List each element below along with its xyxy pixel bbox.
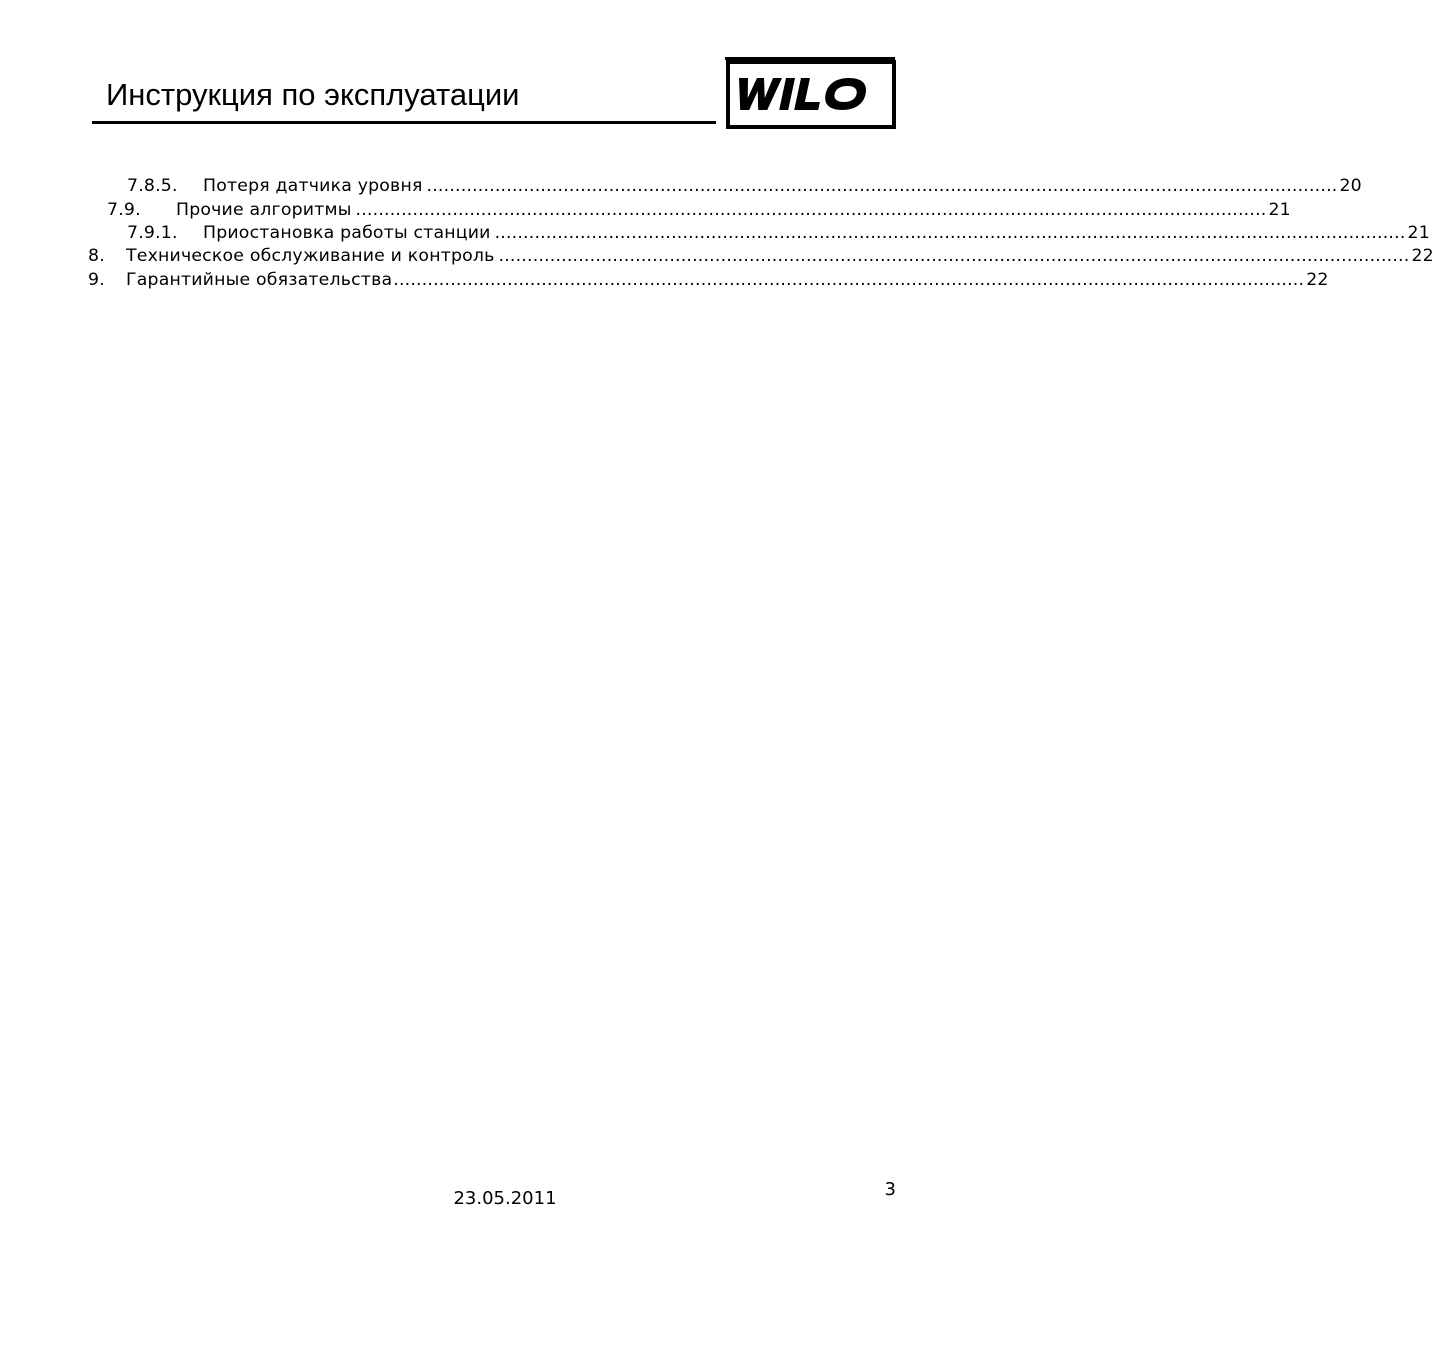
header-divider: [92, 121, 716, 124]
toc-entry-title: Прочие алгоритмы: [176, 200, 352, 220]
wilo-logo: [725, 57, 895, 129]
toc-entry-number: 9.: [88, 270, 105, 290]
toc-leader-dots: ................................................................................................................................................................: [355, 200, 1267, 220]
toc-entry-title: Гарантийные обязательства: [126, 270, 393, 290]
page-number: 3: [884, 1179, 896, 1200]
document-title: Инструкция по эксплуатации: [106, 77, 520, 112]
toc-entry[interactable]: [107, 198, 1291, 222]
toc-entry[interactable]: [88, 268, 1329, 292]
toc-entry-page: 21: [1407, 223, 1430, 243]
toc-entry[interactable]: [127, 174, 1362, 198]
toc-entry-title: Техническое обслуживание и контроль: [126, 246, 495, 266]
toc-entry-number: 8.: [88, 246, 105, 266]
toc-entry-page: 21: [1268, 200, 1291, 220]
toc-entry-number: 7.9.: [107, 200, 141, 220]
toc-leader-dots: ................................................................................................................................................................: [498, 246, 1410, 266]
toc-entry-page: 20: [1339, 176, 1362, 196]
toc-entry[interactable]: [88, 244, 1434, 268]
toc-leader-dots: ................................................................................................................................................................: [494, 223, 1406, 243]
toc-entry-page: 22: [1411, 246, 1434, 266]
toc-entry-number: 7.9.1.: [127, 223, 178, 243]
toc-entry-number: 7.8.5.: [127, 176, 178, 196]
toc-entry-title: Потеря датчика уровня: [203, 176, 423, 196]
toc-leader-dots: ................................................................................................................................................................: [426, 176, 1338, 196]
footer-date: 23.05.2011: [453, 1188, 557, 1209]
toc-entry-title: Приостановка работы станции: [203, 223, 491, 243]
toc-entry-page: 22: [1306, 270, 1329, 290]
toc-entry[interactable]: [127, 221, 1430, 245]
toc-leader-dots: ................................................................................................................................................................: [393, 270, 1305, 290]
